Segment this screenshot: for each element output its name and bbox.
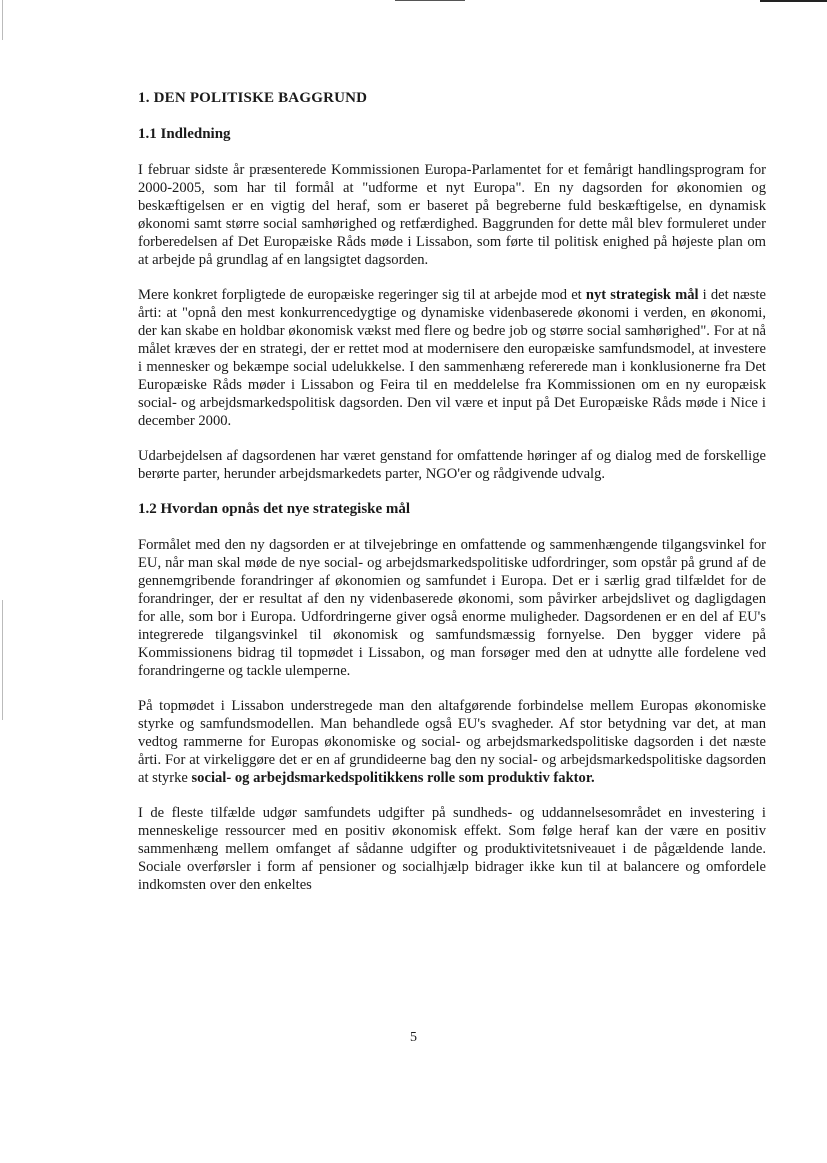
- text-run: Mere konkret forpligtede de europæiske regeringer sig til at arbejde mod et: [138, 287, 586, 303]
- scan-top-line: [395, 0, 465, 1]
- bold-phrase: nyt strategisk mål: [585, 287, 699, 303]
- page-number: 5: [410, 1030, 417, 1045]
- paragraph: [138, 286, 766, 430]
- paragraph-gap: [138, 430, 766, 447]
- paragraph: [138, 447, 766, 483]
- document-body: [138, 89, 766, 911]
- scan-left-edge: [2, 600, 3, 720]
- paragraph-gap: [138, 483, 766, 500]
- text-run: Udarbejdelsen af dagsordenen har været genstand for omfattende høringer af og dialog med de forskellige berørte parter, herunder arbejdsmarkedets parter, NGO'er og rådgivende udvalg.: [138, 448, 766, 482]
- section-heading: 1.2 Hvordan opnås det nye strategiske mål: [138, 501, 411, 517]
- paragraph: [138, 697, 766, 787]
- section-heading: 1.1 Indledning: [138, 126, 231, 142]
- paragraph-gap: [138, 269, 766, 286]
- paragraph: [138, 536, 766, 680]
- paragraph: [138, 804, 766, 894]
- bold-phrase: social- og arbejdsmarkedspolitikkens rolle som produktiv faktor.: [191, 770, 595, 786]
- chapter-heading: 1. DEN POLITISKE BAGGRUND: [138, 90, 368, 106]
- paragraph-gap: [138, 680, 766, 697]
- text-run: i det næste årti: at "opnå den mest konkurrencedygtige og dynamiske videnbaserede økonomi i verden, en økonomi, der kan skabe en holdbar økonomisk vækst med flere og bedre job og større social samhørighed". For at nå målet kræves der en strategi, der er rettet mod at modernisere den europæiske samfundsmodel, at investere i mennesker og bekæmpe social udelukkelse. I den sammenhæng refererede man i konklusionerne fra Det Europæiske Råds møder i Lissabon og Feira til en meddelelse fra Kommissionen om en ny europæisk social- og arbejdsmarkedspolitisk dagsorden. Den vil være et input på Det Europæiske Råds møde i Nice i december 2000.: [138, 287, 766, 429]
- paragraph: [138, 161, 766, 269]
- text-run: Formålet med den ny dagsorden er at tilvejebringe en omfattende og sammenhængende tilgangsvinkel for EU, når man skal møde de nye social- og arbejdsmarkedspolitiske udfordringer, som opstår på grund af de gennemgribende forandringer af økonomien og samfundet i Europa. Det er i særlig grad tilfældet for de forandringer, der er resultat af den ny videnbaserede økonomi, som påvirker arbejdslivet og dagligdagen for alle, som bor i Europa. Udfordringerne giver også enorme muligheder. Dagsordenen er en del af EU's integrerede tilgangsvinkel til økonomisk og samfundsmæssig fornyelse. Den bygger videre på Kommissionens bidrag til topmødet i Lissabon, og man forsøger med den at udnytte alle fordelene ved forandringerne og tackle ulemperne.: [138, 537, 766, 679]
- scan-top-edge: [760, 0, 827, 2]
- paragraph-gap: [138, 894, 766, 911]
- scan-left-edge: [2, 0, 3, 40]
- text-run: I februar sidste år præsenterede Kommissionen Europa-Parlamentet for et femårigt handlingsprogram for 2000-2005, som har til formål at "udforme et nyt Europa". En ny dagsorden for økonomien og beskæftigelsen er en vigtig del heraf, som er baseret på begreberne fuld beskæftigelse, en dynamisk økonomi samt større social samhørighed og retfærdighed. Baggrunden for dette mål blev formuleret under forberedelsen af Det Europæiske Råds møde i Lissabon, som førte til politisk enighed på højeste plan om at arbejde på grundlag af en langsigtet dagsorden.: [138, 162, 766, 268]
- sections: [138, 125, 766, 911]
- text-run: I de fleste tilfælde udgør samfundets udgifter på sundheds- og uddannelsesområdet en investering i menneskelige ressourcer med en positiv økonomisk effekt. Som følge heraf kan der være en positiv sammenhæng mellem omfanget af sådanne udgifter og produktivitetsniveauet i de pågældende lande. Sociale overførsler i form af pensioner og socialhjælp bidrager ikke kun til at balancere og omfordele indkomsten over den enkeltes: [138, 805, 766, 893]
- text-run: På topmødet i Lissabon understregede man den altafgørende forbindelse mellem Europas økonomiske styrke og samfundsmodellen. Man behandlede også EU's svagheder. Af stor betydning var det, at man vedtog rammerne for Europas økonomiske og social- og arbejdsmarkedspolitiske dagsorden i det næste årti. For at virkeliggøre det er en af grundideerne bag den ny social- og arbejdsmarkedspolitiske dagsorden at styrke: [138, 698, 766, 786]
- paragraph-gap: [138, 787, 766, 804]
